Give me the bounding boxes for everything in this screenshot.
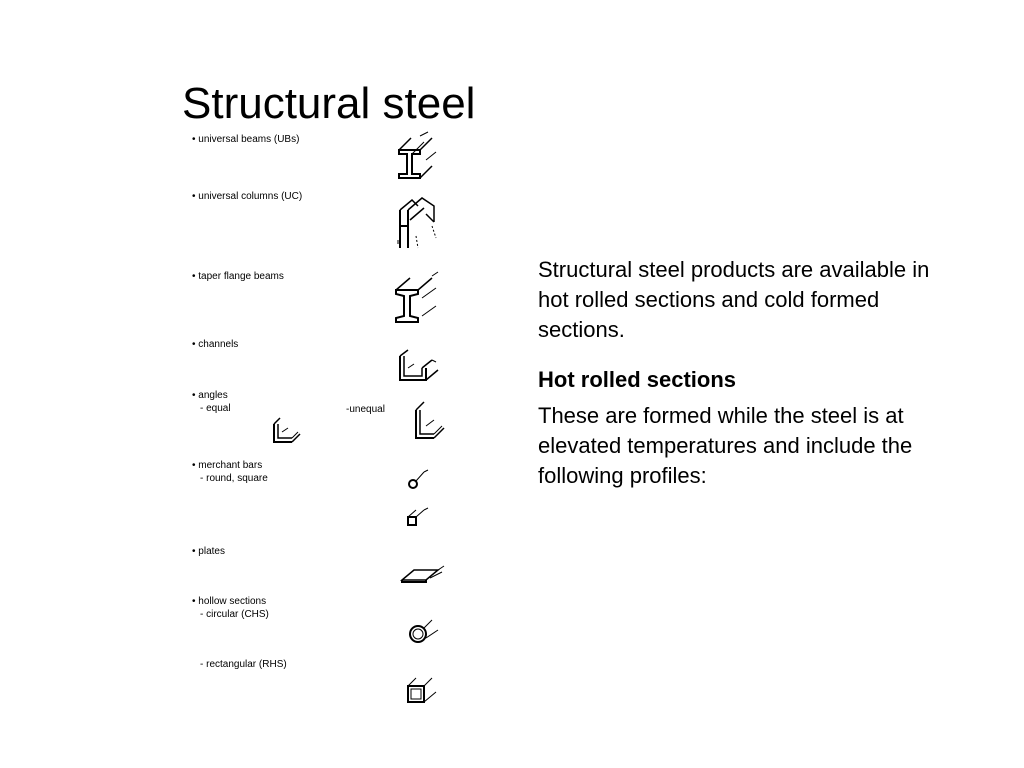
- round-bar-section-icon: [404, 468, 432, 490]
- intro-paragraph: Structural steel products are available in hot rolled sections and cold formed sections.: [538, 257, 930, 342]
- channel-section-icon: [396, 348, 444, 384]
- label-channels: • channels: [192, 339, 239, 350]
- label-angles-equal: - equal: [200, 403, 231, 414]
- hot-rolled-paragraph: These are formed while the steel is at elevated temperatures and include the following profiles:: [538, 403, 913, 488]
- label-taper-flange-beams: • taper flange beams: [192, 271, 284, 282]
- label-universal-columns: • universal columns (UC): [192, 191, 303, 202]
- unequal-angle-section-icon: [412, 400, 448, 442]
- description-panel: [538, 255, 948, 491]
- plate-section-icon: [398, 562, 450, 586]
- circular-hollow-section-icon: [404, 616, 444, 646]
- label-hollow-sections: • hollow sections: [192, 596, 267, 607]
- label-hollow-circular: - circular (CHS): [200, 609, 269, 620]
- rectangular-hollow-section-icon: [404, 674, 444, 706]
- equal-angle-section-icon: [270, 414, 304, 446]
- label-plates: • plates: [192, 546, 225, 557]
- label-merchant-bars: • merchant bars: [192, 460, 263, 471]
- label-universal-beams: • universal beams (UBs): [192, 134, 300, 145]
- label-merchant-bars-round-square: - round, square: [200, 473, 268, 484]
- universal-beam-section-icon: [396, 132, 446, 184]
- label-angles-unequal: -unequal: [346, 404, 385, 415]
- label-angles: • angles: [192, 390, 228, 401]
- hot-rolled-heading: Hot rolled sections: [538, 367, 737, 392]
- label-hollow-rectangular: - rectangular (RHS): [200, 659, 287, 670]
- square-bar-section-icon: [404, 506, 434, 528]
- slide-title: Structural steel: [182, 79, 476, 128]
- taper-flange-beam-section-icon: [392, 272, 448, 324]
- universal-column-section-icon: [396, 196, 446, 256]
